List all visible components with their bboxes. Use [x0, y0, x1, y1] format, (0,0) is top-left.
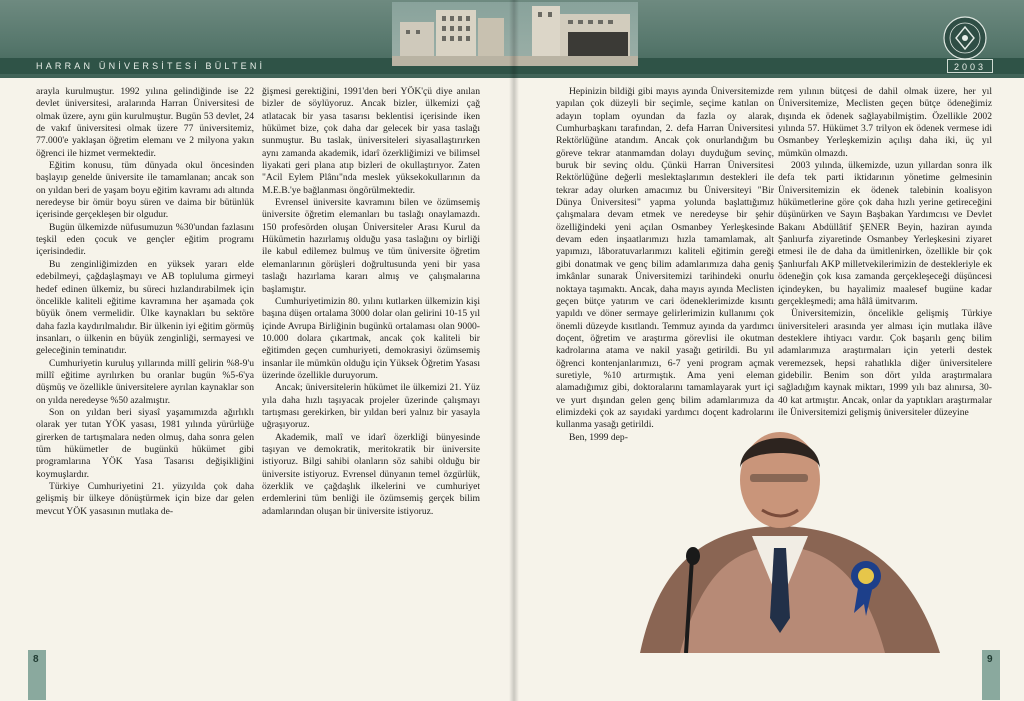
paragraph: Bu zenginliğimizden en yüksek yararı elde edebilmeyi, çağdaşlaşmayı ve AB topluluma girmeyi hedef edinen ülkemiz, bu süreci hızlandırabilmek için öncelikle kaliteli eğitime kavramına her aşamada çok büyük önem vermelidir. Ülke kaynakları bu sektöre daha fazla kaydırılmalıdır. Bir ülkenin iyi eğitim görmüş insanları, o ülkenin en büyük zenginliği, sermayesi ve geleceğinin teminatıdır. [36, 258, 254, 357]
text-column-2 [262, 86, 480, 518]
text-column-1 [36, 86, 254, 518]
page-gutter [509, 0, 519, 701]
paragraph: Bugün ülkemizde nüfusumuzun %30'undan fazlasını teşkil eden çocuk ve gençler eğitim programı içerisindedir. [36, 221, 254, 258]
paragraph: Üniversitemizin, öncelikle gelişmiş Türkiye üniversiteleri arasında yer alması için mutlaka ilâve desteklere ihtiyacı vardır. Çok başarılı genç bilim adamlarımıza araştırmaları için yeterli destek veremezsek, hepsi rahatlıkla diğer üniversitelere gidebilir. Benim son dört yılda araştırmalara sağladığım kaynak miktarı, 1999 yılı baz alınırsa, 30-40 kat artmıştır. Ancak, onlar da yaptıkları araştırmalar ile Üniversitemizi gelişmiş üniversiteler düzeyine [778, 308, 992, 418]
paragraph: Ancak; üniversitelerin hükümet ile ülkemizi 21. Yüz yıla daha hızlı taşıyacak projeler üzerinde çalışmayı tartışması gerekirken, bir yıldan beri yalnız bir yasayla uğraşıyoruz. [262, 382, 480, 431]
paragraph: Cumhuriyetimizin 80. yılını kutlarken ülkemizin kişi başına düşen ortalama 3000 dolar olan gelirini 10-15 yıl içinde Avrupa Birliğinin bugünkü ortalaması olan 9000-10.000 dolara çıkartmak, ancak çok kaliteli bir eğitimden geçen cumhuriyeti, demokrasiyi özümsemiş insanlar ile mümkün olduğu için Yüksek Öğretim Yasası üzerinde özellikle duruyorum. [262, 295, 480, 381]
paragraph: Eğitim konusu, tüm dünyada okul öncesinden başlayıp genelde üniversite ile tamamlanan; ancak son on yıldan beri de yaşam boyu eğitim kavramı adı altında neredeyse bir ömür boyu süren ve daima bir bütünlük içerisinde gerçekleşen bir olgudur. [36, 160, 254, 221]
page-number-left: 8 [33, 654, 39, 665]
page-number-right: 9 [987, 654, 993, 665]
paragraph: rem yılının bütçesi de dahil olmak üzere, her yıl Üniversitemize, Meclisten geçen bütçe ödeneğimiz dışında ek ödenek sağlayabilmiştim. Özellikle 2002 yılında 57. Hükümet 3.7 trilyon ek ödenek vermese idi Osmanbey Yerleşkemizin açılışı daha iki, üç yıl mümkün olmazdı. [778, 86, 992, 159]
paragraph: Ben, 1999 dep- [569, 431, 628, 443]
paragraph: Evrensel üniversite kavramını bilen ve özümsemiş üniversite öğretim elemanları bu taslağı onaylamazdı. 150 profesörden oluşan Üniversiteler Arası Kurul da Hükümetin hazırlamış olduğu yasa taslağını oy birliği ile kabul edilemez bulmuş ve tüm üniversite öğretim elemanlarının görüşleri doğrultusunda yeni bir yasa taslağı hazırlama kararı almış ve çalışmalarına başlamıştır. [262, 197, 480, 295]
text-column-4 [778, 86, 992, 419]
text-column-3 [556, 86, 774, 444]
paragraph: Türkiye Cumhuriyetini 21. yüzyılda çok daha gelişmiş bir ülkeye dönüştürmek için bize dar gelen mevcut YÖK yasasının mutlaka de- [36, 481, 254, 517]
paragraph: arayla kurulmuştur. 1992 yılına gelindiğinde ise 22 devlet üniversitesi, aralarında Harran Üniversitesi de olmak üzere, aynı gün kurulmuştur. Bugün 53 devlet, 24 de vakıf üniversitesi olmak üzere 77 üniversitemiz, 77.000'e yaklaşan öğretim elemanı ve 2 milyona yakın öğrenci ile hizmet vermektedir. [36, 86, 254, 159]
paragraph: Akademik, malî ve idarî özerkliği bünyesinde taşıyan ve demokratik, meritokratik bir üniversite istiyoruz. Bilgi sahibi olanların söz sahibi olduğu bir üniversite istiyoruz. Evrensel dünyanın temel özgürlük, özerklik ve çağdaşlık ilkelerini ve cumhuriyet erdemlerini tüm benliği ile özümsemiş gerçek bilim adamlarından oluşan bir üniversite istiyoruz. [262, 431, 480, 517]
university-seal-logo [943, 16, 987, 60]
paragraph: Son on yıldan beri siyasî yaşamımızda ağırlıklı olarak yer tutan YÖK yasası, 1981 yılında yürürlüğe girerken de tartışmalara neden olmuş, daha sonra gelen tüm hükümetler de bugünkü hükümet gibi programlarına YÖK Yasa Tasarısı değişikliğini koymuşlardır. [36, 406, 254, 480]
bulletin-year: 2003 [947, 59, 993, 73]
paragraph: Hepinizin bildiği gibi mayıs ayında Üniversitemizde yapılan çok düzeyli bir seçimle, seçime katılan on adayın toplam oyundan da fazla oy alarak, Cumhurbaşkanı tarafından, 2. defa Harran Üniversitesi Rektörlüğüne atandım. Ancak çok onurlandığım bu göreve tekrar atanmamdan dolayı duyduğum sevinç, buruk bir sevinç oldu. Çünkü Harran Üniversitesi Rektörlüğüne değerli meslektaşlarımın destekleri ile tekrar aday olurken amacımız bu Üniversiteyi "Bir Dünya Üniversitesi" yapma yolunda başlattığımız çalışmalara devam etmek ve neredeyse bir şehir özelliğindeki yeni açılan Osmanbey Yerleşkesinde devam eden inşaatlarımızı hızla tamamlamak, alt yapımızı, lâboratuvarlarımızı kaliteli eğitimin gereği gibi donatmak ve genç bilim adamlarımıza daha geniş imkânlar sunarak Üniversitemizi tarihindeki onurlu noktaya taşımaktı. Ancak, daha mayıs ayında Meclisten geçen bütçe yatırım ve cari ödeneklerimizde kısıntı yapıldı ve döner sermaye gelirlerimizin kullanımı çok önemli düzeyde kısıtlandı. Temmuz ayında da yardımcı doçent, öğretim ve araştırma görevlisi ile okutman kadrolarına atama ve nakil yasağı getirildi. Bu yıl öğrenci kontenjanlarımızı, 6-7 yeni program açmak suretiyle, %10 artırmıştık. Ama yeni eleman alamadığımız gibi, doktoralarını tamamlayarak yurt içi ve yurt dışından gelen genç bilim adamlarımıza da elimizdeki çok az sayıdaki yardımcı doçent kadrolarını kullanma yasağı getirildi. [556, 86, 774, 431]
paragraph: Cumhuriyetin kuruluş yıllarında millî gelirin %8-9'u millî eğitime ayrılırken bu oranlar bugün %5-6'ya düşmüş ve özellikle üniversitelere ayrılan kaynaklar son on yılda neredeyse %50 azalmıştır. [36, 357, 254, 406]
paragraph: 2003 yılında, ülkemizde, uzun yıllardan sonra ilk defa tek parti iktidarının yönetime gelmesinin Üniversitemizin ek ödenek talebinin koalisyon hükümetlerine göre çok daha hızlı yerine getireceğini düşünürken ve Sayın Başbakan Yardımcısı ve Devlet Bakanı Abdüllâtif ŞENER Beyin, haziran ayında Şanlıurfa ziyaretinde Osmanbey Yerleşkesini ziyaret etmesi ile de daha da ümitlenirken, özellikle bir çok Şanlıurfalı AKP milletvekilerimizin de destekleriyle ek ödeneğin çok kısa zamanda gerçekleşeceği düşüncesi içindeyken, bu hayalimiz maalesef bugüne kadar gerçekleşmedi; ama hâlâ ümitvarım. [778, 160, 992, 307]
paragraph: ğişmesi gerektiğini, 1991'den beri YÖK'çü diye anılan bizler de söylüyoruz. Ancak bizler, ülkemizi çağ atlatacak bir yasa tasarısı beklentisi içerisinde iken hükümet bize, çok daha dar gelecek bir yasa taslağı sunmuştur. Bu taslak, üniversiteleri siyasallaştırırken aynı zamanda akademik, idarî özerkliğimizi ve bilimsel liyakati geri plana atıp bizleri de okullaştırıyor. Zaten "Acil Eylem Plânı"nda meslek yüksekokullarının da M.E.B.'ye bağlanması öngörülmektedir. [262, 86, 480, 196]
bulletin-title: HARRAN ÜNİVERSİTESİ BÜLTENİ [36, 61, 266, 71]
rector-portrait-photo [620, 408, 940, 653]
